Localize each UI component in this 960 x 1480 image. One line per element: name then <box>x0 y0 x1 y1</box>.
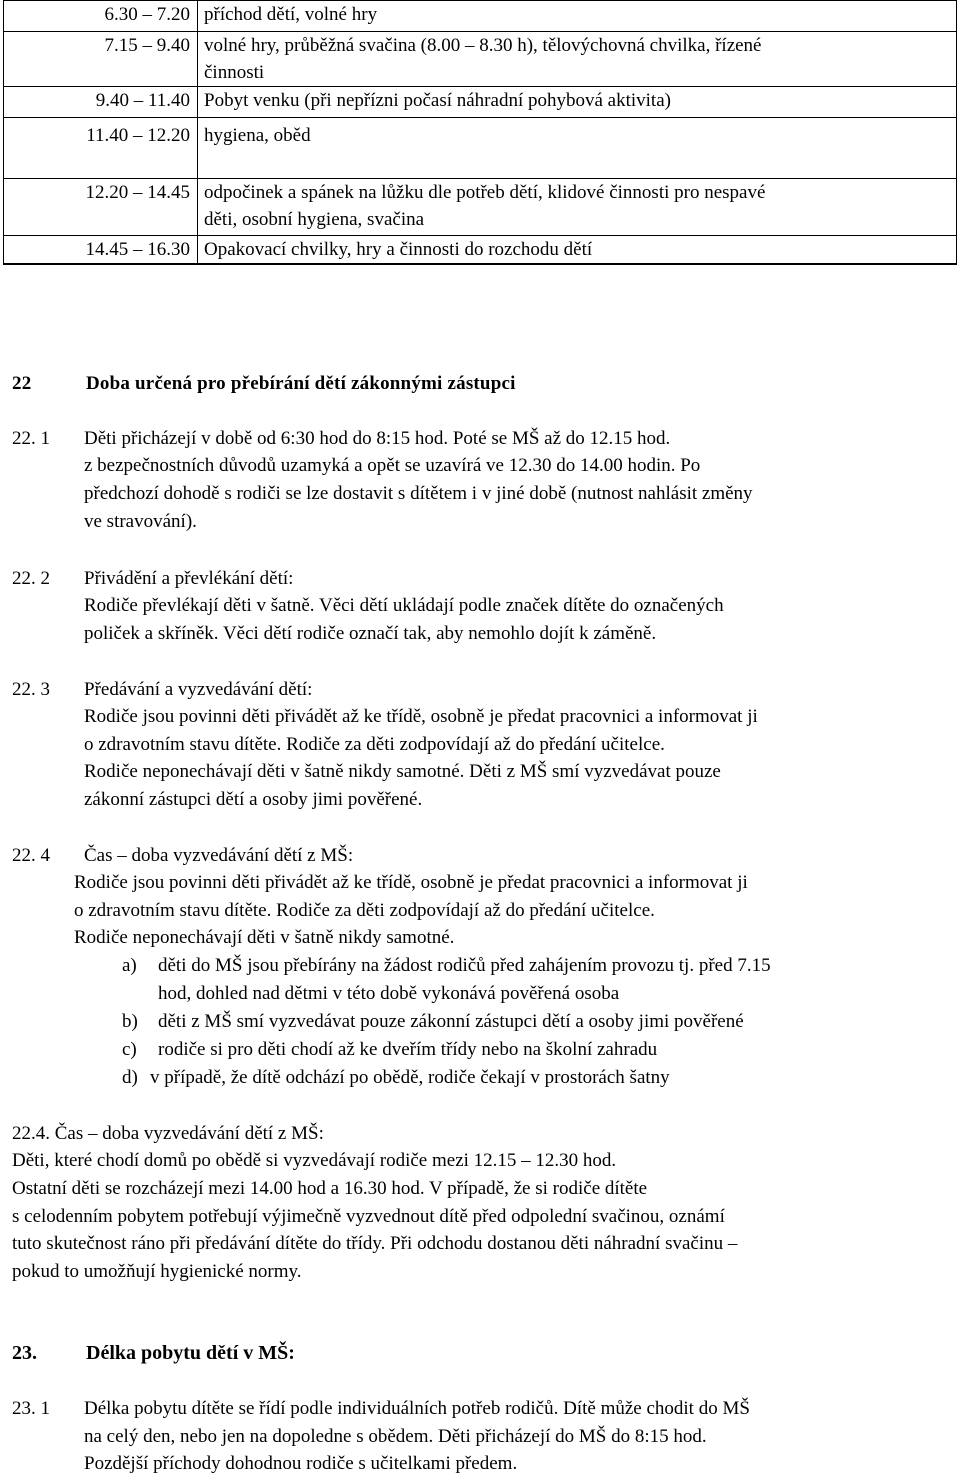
section-number: 22 <box>12 373 32 394</box>
schedule-row <box>4 1 957 32</box>
paragraph-line: poliček a skříněk. Věci dětí rodiče označí tak, aby nemohlo dojít k záměně. <box>84 623 657 644</box>
paragraph-line: Rodiče jsou povinni děti přivádět až ke třídě, osobně je předat pracovnici a informovat ji <box>74 872 748 893</box>
schedule-row <box>4 118 957 179</box>
paragraph-number: 22. 3 <box>12 679 50 700</box>
section-22-heading <box>12 370 516 397</box>
paragraph-line: zákonní zástupci dětí a osoby jimi pověřené. <box>84 789 423 810</box>
paragraph-line: tuto skutečnost ráno při předávání dítěte do třídy. Při odchodu dostanou děti náhradní svačinu – <box>12 1233 738 1254</box>
section-number: 23. <box>12 1342 37 1364</box>
paragraph-22-4-heading: 22. 4 Čas – doba vyzvedávání dětí z MŠ: <box>12 842 353 869</box>
list-item: a) děti do MŠ jsou přebírány na žádost rodičů před zahájením provozu tj. před 7.15 <box>122 952 771 979</box>
list-label: a) <box>122 955 137 976</box>
paragraph-line: Rodiče neponechávají děti v šatně nikdy samotné. <box>74 927 455 948</box>
list-label: d) <box>122 1067 138 1088</box>
schedule-time: 12.20 – 14.45 <box>4 179 198 236</box>
paragraph-line: s celodenním pobytem potřebují výjimečně vyzvednout dítě před odpolední svačinou, oznámí <box>12 1206 725 1227</box>
paragraph-line: Rodiče jsou povinni děti přivádět až ke třídě, osobně je předat pracovnici a informovat ji <box>84 706 758 727</box>
schedule-time: 6.30 – 7.20 <box>4 1 198 32</box>
paragraph-line: předchozí dohodě s rodiči se lze dostavit s dítětem i v jiné době (nutnost nahlásit změny <box>84 483 753 504</box>
paragraph-line: Pozdější příchody dohodnou rodiče s učitelkami předem. <box>84 1453 518 1474</box>
schedule-row <box>4 236 957 265</box>
section-title: Doba určená pro přebírání dětí zákonnými zástupci <box>86 373 516 394</box>
list-item-continuation: hod, dohled nad dětmi v této době vykonává pověřená osoba <box>158 983 620 1004</box>
paragraph-line: Děti, které chodí domů po obědě si vyzvedávají rodiče mezi 12.15 – 12.30 hod. <box>12 1150 617 1171</box>
schedule-row <box>4 179 957 236</box>
paragraph-number: 23. 1 <box>12 1398 50 1419</box>
schedule-row <box>4 32 957 87</box>
list-item: b) děti z MŠ smí vyzvedávat pouze zákonní zástupci dětí a osoby jimi pověřené <box>122 1008 744 1035</box>
schedule-activity: příchod dětí, volné hry <box>198 1 957 32</box>
paragraph-line: na celý den, nebo jen na dopoledne s obědem. Děti přicházejí do MŠ do 8:15 hod. <box>84 1426 707 1447</box>
paragraph-23-1-line: 23. 1 Délka pobytu dítěte se řídí podle individuálních potřeb rodičů. Dítě může chodit do MŠ <box>12 1395 750 1422</box>
paragraph-line: Ostatní děti se rozcházejí mezi 14.00 hod a 16.30 hod. V případě, že si rodiče dítěte <box>12 1178 648 1199</box>
paragraph-line: o zdravotním stavu dítěte. Rodiče za děti zodpovídají až do předání učitelce. <box>84 734 665 755</box>
section-title: Délka pobytu dětí v MŠ: <box>86 1342 295 1364</box>
schedule-time: 14.45 – 16.30 <box>4 236 198 265</box>
paragraph-line: pokud to umožňují hygienické normy. <box>12 1261 302 1282</box>
schedule-activity: volné hry, průběžná svačina (8.00 – 8.30 h), tělovýchovná chvilka, řízené činnosti <box>198 32 957 87</box>
schedule-activity: Opakovací chvilky, hry a činnosti do rozchodu dětí <box>198 236 957 265</box>
paragraph-number: 22. 4 <box>12 845 50 866</box>
paragraph-line: ve stravování). <box>84 511 197 532</box>
paragraph-number: 22. 2 <box>12 568 50 589</box>
list-label: c) <box>122 1039 137 1060</box>
paragraph-number: 22. 1 <box>12 428 50 449</box>
schedule-table <box>3 0 957 265</box>
schedule-time: 11.40 – 12.20 <box>4 118 198 179</box>
paragraph-22-1-line: 22. 1 Děti přicházejí v době od 6:30 hod do 8:15 hod. Poté se MŠ až do 12.15 hod. <box>12 425 670 452</box>
schedule-time: 7.15 – 9.40 <box>4 32 198 87</box>
list-label: b) <box>122 1011 138 1032</box>
paragraph-line: Rodiče převlékají děti v šatně. Věci dětí ukládají podle značek dítěte do označených <box>84 595 724 616</box>
schedule-activity: Pobyt venku (při nepřízni počasí náhradní pohybová aktivita) <box>198 87 957 118</box>
list-item: d) v případě, že dítě odchází po obědě, rodiče čekají v prostorách šatny <box>122 1064 670 1091</box>
schedule-row <box>4 87 957 118</box>
section-23-heading <box>12 1340 295 1367</box>
paragraph-22-4b-heading: 22.4. Čas – doba vyzvedávání dětí z MŠ: <box>12 1123 324 1144</box>
paragraph-22-2-heading: 22. 2 Přivádění a převlékání dětí: <box>12 565 293 592</box>
paragraph-22-3-heading: 22. 3 Předávání a vyzvedávání dětí: <box>12 676 312 703</box>
schedule-activity: hygiena, oběd <box>198 118 957 179</box>
schedule-activity: odpočinek a spánek na lůžku dle potřeb dětí, klidové činnosti pro nespavé děti, osobní hygiena, svačina <box>198 179 957 236</box>
paragraph-line: o zdravotním stavu dítěte. Rodiče za děti zodpovídají až do předání učitelce. <box>74 900 655 921</box>
paragraph-line: z bezpečnostních důvodů uzamyká a opět se uzavírá ve 12.30 do 14.00 hodin. Po <box>84 455 701 476</box>
paragraph-line: Rodiče neponechávají děti v šatně nikdy samotné. Děti z MŠ smí vyzvedávat pouze <box>84 761 721 782</box>
list-item: c) rodiče si pro děti chodí až ke dveřím třídy nebo na školní zahradu <box>122 1036 657 1063</box>
schedule-time: 9.40 – 11.40 <box>4 87 198 118</box>
